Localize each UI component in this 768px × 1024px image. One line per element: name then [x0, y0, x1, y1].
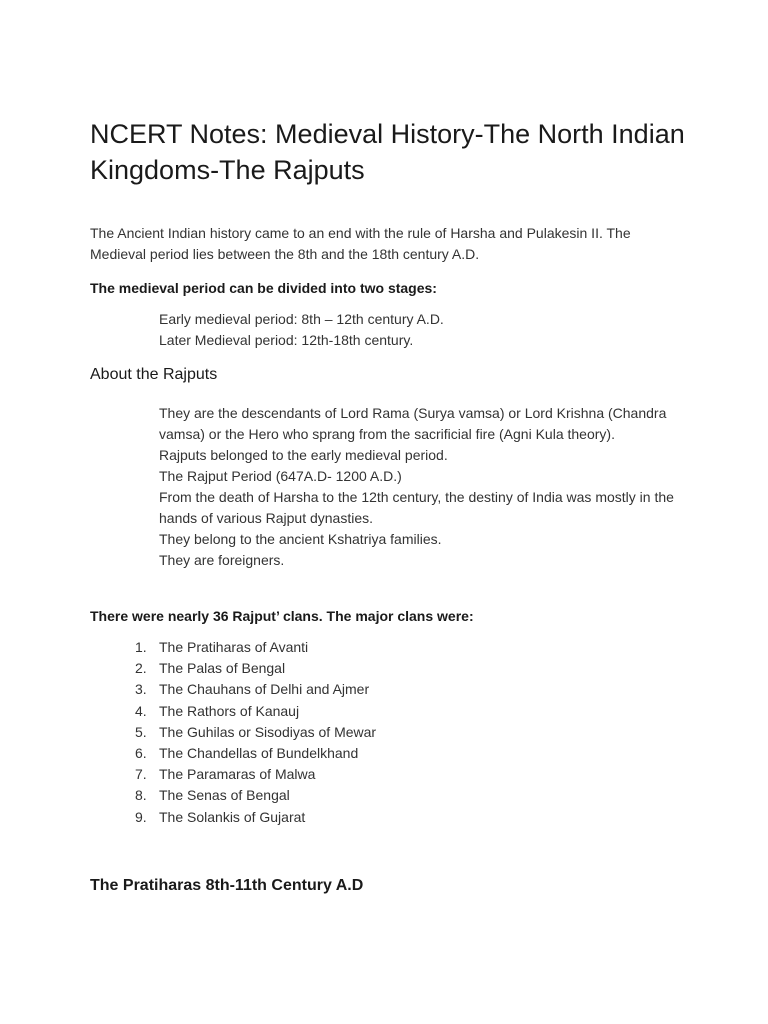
list-item-text: The Guhilas or Sisodiyas of Mewar [159, 723, 377, 740]
list-number: 2. [135, 660, 147, 677]
list-item [130, 785, 690, 806]
list-item: They are foreigners. [159, 552, 285, 568]
list-item: From the death of Harsha to the 12th century, the destiny of India was mostly in the hands of various Rajput dynasties. [159, 489, 674, 526]
list-item [130, 722, 690, 743]
list-item [130, 764, 690, 785]
list-item [130, 637, 690, 658]
list-number: 5. [135, 723, 147, 740]
list-item [130, 679, 690, 700]
list-item-text: The Senas of Bengal [159, 787, 290, 804]
list-item [130, 701, 690, 722]
list-number: 7. [135, 766, 147, 783]
list-number: 1. [135, 639, 147, 655]
about-list [159, 403, 689, 571]
stages-list [159, 309, 689, 351]
stages-heading: The medieval period can be divided into two stages: [90, 280, 437, 296]
list-item: The Rajput Period (647A.D- 1200 A.D.) [159, 468, 402, 484]
clans-heading: There were nearly 36 Rajput’ clans. The major clans were: [90, 608, 474, 624]
clans-list [130, 637, 690, 828]
list-item: Early medieval period: 8th – 12th century A.D. [159, 311, 444, 327]
list-number: 4. [135, 702, 147, 719]
list-number: 6. [135, 745, 147, 762]
page-title: NCERT Notes: Medieval History-The North Indian Kingdoms-The Rajputs [90, 119, 685, 185]
list-item [130, 743, 690, 764]
list-number: 8. [135, 787, 147, 804]
list-number: 9. [135, 808, 147, 825]
list-item-text: The Chauhans of Delhi and Ajmer [159, 681, 370, 698]
list-item [130, 807, 690, 828]
list-item-text: The Paramaras of Malwa [159, 766, 316, 783]
section-heading-about: About the Rajputs [90, 366, 218, 383]
list-item-text: The Pratiharas of Avanti [159, 639, 309, 655]
list-item: Later Medieval period: 12th-18th century. [159, 332, 414, 348]
list-number: 3. [135, 681, 147, 698]
list-item: Rajputs belonged to the early medieval period. [159, 447, 448, 463]
list-item-text: The Chandellas of Bundelkhand [159, 745, 359, 762]
list-item-text: The Solankis of Gujarat [159, 808, 306, 825]
list-item: They belong to the ancient Kshatriya families. [159, 531, 442, 547]
list-item: They are the descendants of Lord Rama (Surya vamsa) or Lord Krishna (Chandra vamsa) or the Hero who sprang from the sacrificial fire (Agni Kula theory). [159, 405, 667, 442]
list-item-text: The Palas of Bengal [159, 660, 286, 677]
section-heading-pratiharas: The Pratiharas 8th-11th Century A.D [90, 877, 364, 894]
list-item [130, 658, 690, 679]
list-item-text: The Rathors of Kanauj [159, 702, 300, 719]
intro-paragraph: The Ancient Indian history came to an end with the rule of Harsha and Pulakesin II. The Medieval period lies between the 8th and the 18th century A.D. [90, 225, 631, 262]
